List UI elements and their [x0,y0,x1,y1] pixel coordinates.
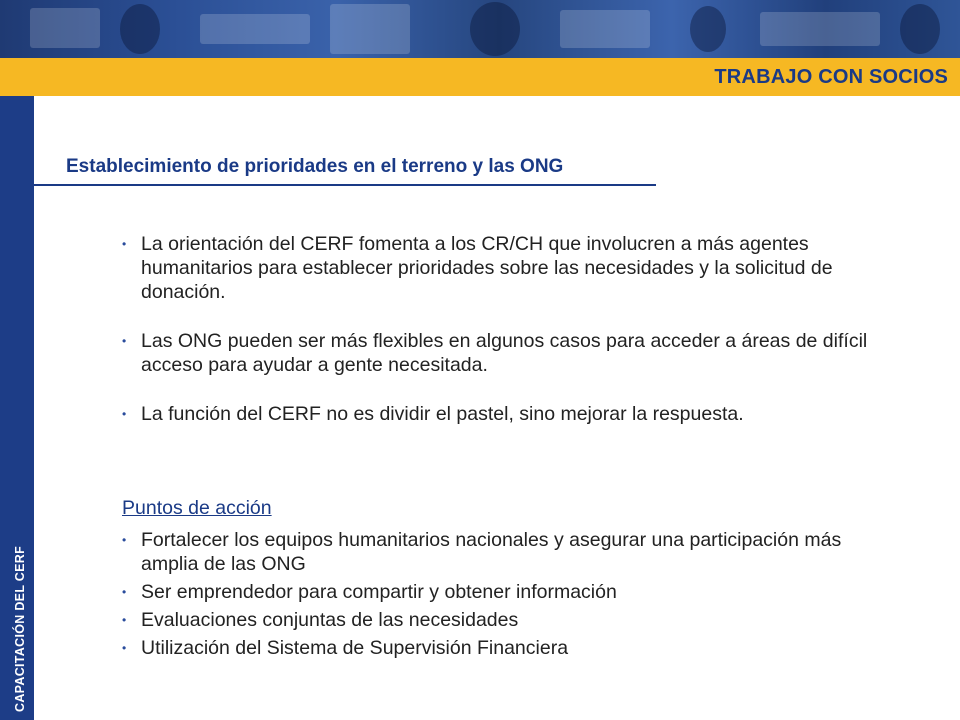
bullet-icon: • [122,334,127,348]
action-list [122,528,892,664]
header-photo-banner [0,0,960,58]
bullet-icon: • [122,613,127,627]
list-item-text: La función del CERF no es dividir el pastel, sino mejorar la respuesta. [141,403,744,425]
list-item [122,402,892,426]
header-title: TRABAJO CON SOCIOS [714,66,948,88]
bullet-icon: • [122,585,127,599]
list-item-text: Ser emprendedor para compartir y obtener información [141,581,617,603]
bullet-icon: • [122,407,127,421]
list-item-text: Utilización del Sistema de Supervisión Financiera [141,637,569,659]
action-points-title: Puntos de acción [122,497,272,519]
section-title: Establecimiento de prioridades en el terreno y las ONG [66,156,564,177]
bullet-list [122,232,892,444]
bullet-icon: • [122,237,127,251]
list-item [122,608,892,632]
bullet-icon: • [122,641,127,655]
list-item [122,580,892,604]
list-item [122,329,892,377]
list-item [122,528,892,576]
title-divider [34,184,656,186]
list-item [122,232,892,304]
list-item-text: Evaluaciones conjuntas de las necesidades [141,609,519,631]
list-item-text: La orientación del CERF fomenta a los CR/CH que involucren a más agentes humanitarios para establecer prioridades sobre las necesidades y la solicitud de donación. [141,233,833,303]
list-item [122,636,892,660]
list-item-text: Fortalecer los equipos humanitarios nacionales y asegurar una participación más amplia de las ONG [141,529,842,575]
bullet-icon: • [122,533,127,547]
side-bar-label: CAPACITACIÓN DEL CERF [13,545,27,712]
list-item-text: Las ONG pueden ser más flexibles en algunos casos para acceder a áreas de difícil acceso para ayudar a gente necesitada. [141,330,868,376]
